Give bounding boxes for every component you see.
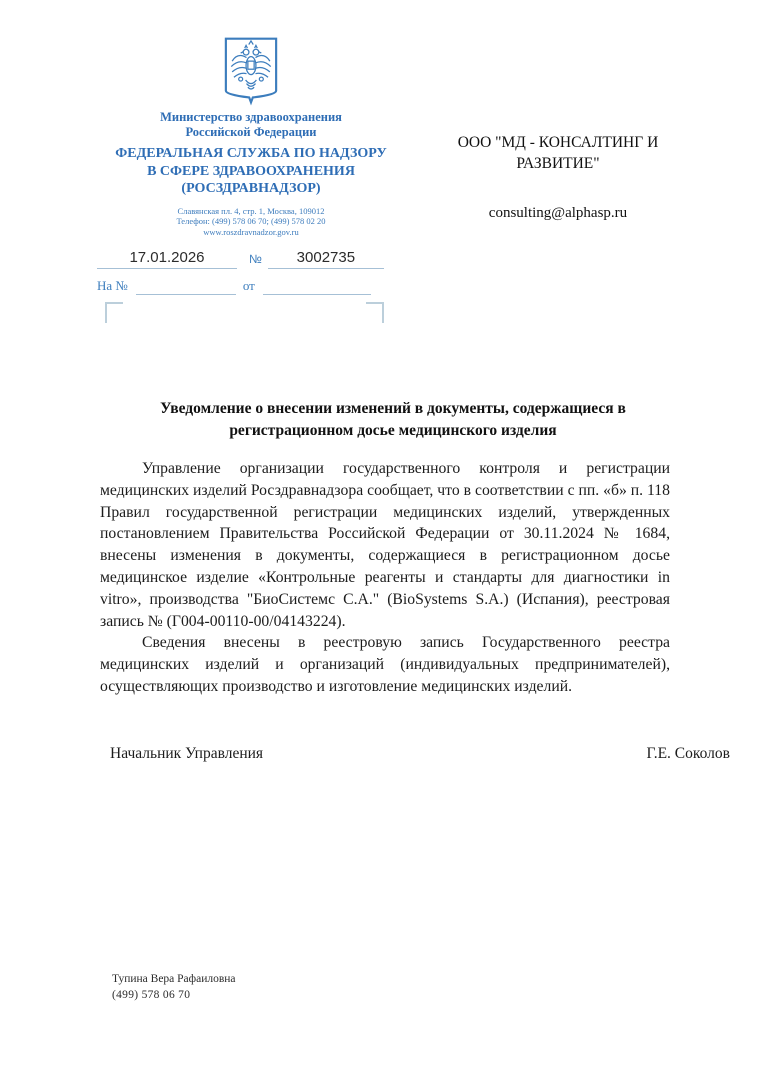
number-sign-label: № <box>249 252 262 266</box>
reply-from-label: от <box>242 278 255 293</box>
corner-mark-right <box>366 302 384 323</box>
letterhead-phone: Телефон: (499) 578 06 70; (499) 578 02 20 <box>176 216 326 226</box>
addressee-block <box>436 132 680 222</box>
addressee-corner-marks <box>97 302 384 324</box>
signer-position: Начальник Управления <box>110 745 264 762</box>
executor-name: Тупина Вера Рафаиловна <box>112 973 236 985</box>
body-paragraph-1: Управление организации государственного контроля и регистрации медицинских изделий Росздравнадзора сообщает, что в соответствии с пп. «б» п. 118 Правил государственной регистрации медицинских изделий, утвержденных постановлением Правительства Российской Федерации от 30.11.2024 № 1684, внесены изменения в документы, содержащиеся в регистрационном досье медицинское изделие «Контрольные реагенты и стандарты для диагностики in vitro», производства "БиоСистемс С.А." (BioSystems S.A.) (Испания), реестровая запись № (Г004-00110-00/04143224). <box>100 460 670 630</box>
service-line2: В СФЕРЕ ЗДРАВООХРАНЕНИЯ <box>147 163 355 179</box>
document-title: Уведомление о внесении изменений в документы, содержащиеся в регистрационном досье медицинского изделия <box>160 400 626 439</box>
body-paragraph-2: Сведения внесены в реестровую запись Государственного реестра медицинских изделий и организаций (индивидуальных предпринимателей), осуществляющих производство и изготовление медицинских изделий. <box>100 634 670 695</box>
signature-row <box>110 745 730 763</box>
signer-name: Г.Е. Соколов <box>646 745 730 762</box>
letterhead-contacts <box>95 206 407 238</box>
service-line3: (РОСЗДРАВНАДЗОР) <box>181 181 321 196</box>
reply-number-label: На № <box>97 278 128 293</box>
letterhead-website: www.roszdravnadzor.gov.ru <box>203 226 299 237</box>
ministry-line1: Министерство здравоохранения <box>160 110 342 124</box>
executor-block <box>112 971 236 1003</box>
reply-number-blank <box>136 280 236 295</box>
addressee-name: ООО "МД - КОНСАЛТИНГ И РАЗВИТИЕ" <box>457 134 659 172</box>
document-body <box>100 458 670 698</box>
service-name <box>95 145 407 198</box>
ministry-name <box>95 110 407 140</box>
letterhead <box>95 36 407 237</box>
corner-mark-left <box>105 302 123 323</box>
addressee-email: consulting@alphasp.ru <box>488 205 628 221</box>
reference-reply-row <box>97 278 384 295</box>
reference-date-row <box>97 249 384 269</box>
service-line1: ФЕДЕРАЛЬНАЯ СЛУЖБА ПО НАДЗОРУ <box>115 146 387 161</box>
executor-phone: (499) 578 06 70 <box>112 989 191 1001</box>
reply-date-blank <box>263 280 371 295</box>
ministry-line2: Российской Федерации <box>185 125 317 139</box>
reference-block <box>97 249 384 324</box>
letter-number: 3002735 <box>268 249 384 269</box>
letterhead-address: Славянская пл. 4, стр. 1, Москва, 109012 <box>177 205 325 216</box>
coat-of-arms-icon <box>95 36 407 106</box>
letter-date: 17.01.2026 <box>97 249 237 269</box>
